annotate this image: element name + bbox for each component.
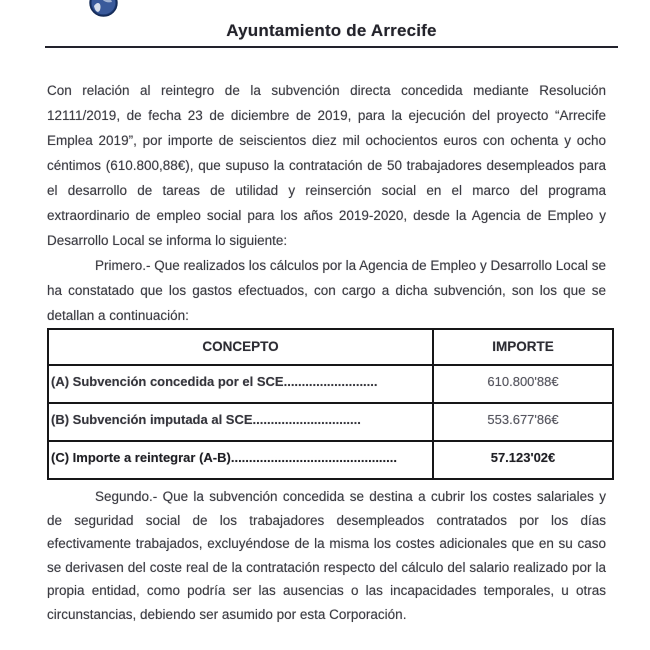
table-header-concepto: CONCEPTO [48,329,433,365]
table-header-importe: IMPORTE [433,329,613,365]
concepto-b: (B) Subvención imputada al SCE.............................. [48,403,433,441]
page-title: Ayuntamiento de Arrecife [226,21,437,40]
amounts-table [47,328,614,480]
importe-a: 610.800'88€ [433,365,613,403]
document-body [47,78,606,626]
table-row-subvencion-concedida [48,365,613,403]
paragraph-intro: Con relación al reintegro de la subvención directa concedida mediante Resolución 12111/2019, de fecha 23 de diciembre de 2019, para la ejecución del proyecto “Arrecife Emplea 2019”, por importe de seiscientos diez mil ochocientos euros con ochenta y ocho céntimos (610.800,88€), que supuso la contratación de 50 trabajadores desempleados para el desarrollo de tareas de utilidad y reinserción social en el marco del programa extraordinario de empleo social para los años 2019-2020, desde la Agencia de Empleo y Desarrollo Local se informa lo siguiente: [47,83,606,248]
table-header-row [48,329,613,365]
importe-c: 57.123'02€ [433,441,613,479]
concepto-c: (C) Importe a reintegrar (A-B).............................................. [48,441,433,479]
importe-b: 553.677'86€ [433,403,613,441]
paragraph-primero: Primero.- Que realizados los cálculos por la Agencia de Empleo y Desarrollo Local se ha constatado que los gastos efectuados, con cargo a dicha subvención, son los que se detallan a continuación: [47,258,606,323]
table-row-subvencion-imputada [48,403,613,441]
city-crest-logo-icon [88,0,119,18]
table-row-importe-reintegrar [48,441,613,479]
header-divider [45,46,618,48]
paragraph-segundo: Segundo.- Que la subvención concedida se destina a cubrir los costes salariales y de seguridad social de los trabajadores desempleados contratados por los días efectivamente trabajados, excluyéndose de la misma los costes adicionales que en su caso se derivasen del coste real de la contratación respecto del cálculo del salario realizado por la propia entidad, como podría ser las ausencias o las incapacidades temporales, u otras circunstancias, debiendo ser asumido por esta Corporación. [47,489,606,622]
concepto-a: (A) Subvención concedida por el SCE.......................... [48,365,433,403]
